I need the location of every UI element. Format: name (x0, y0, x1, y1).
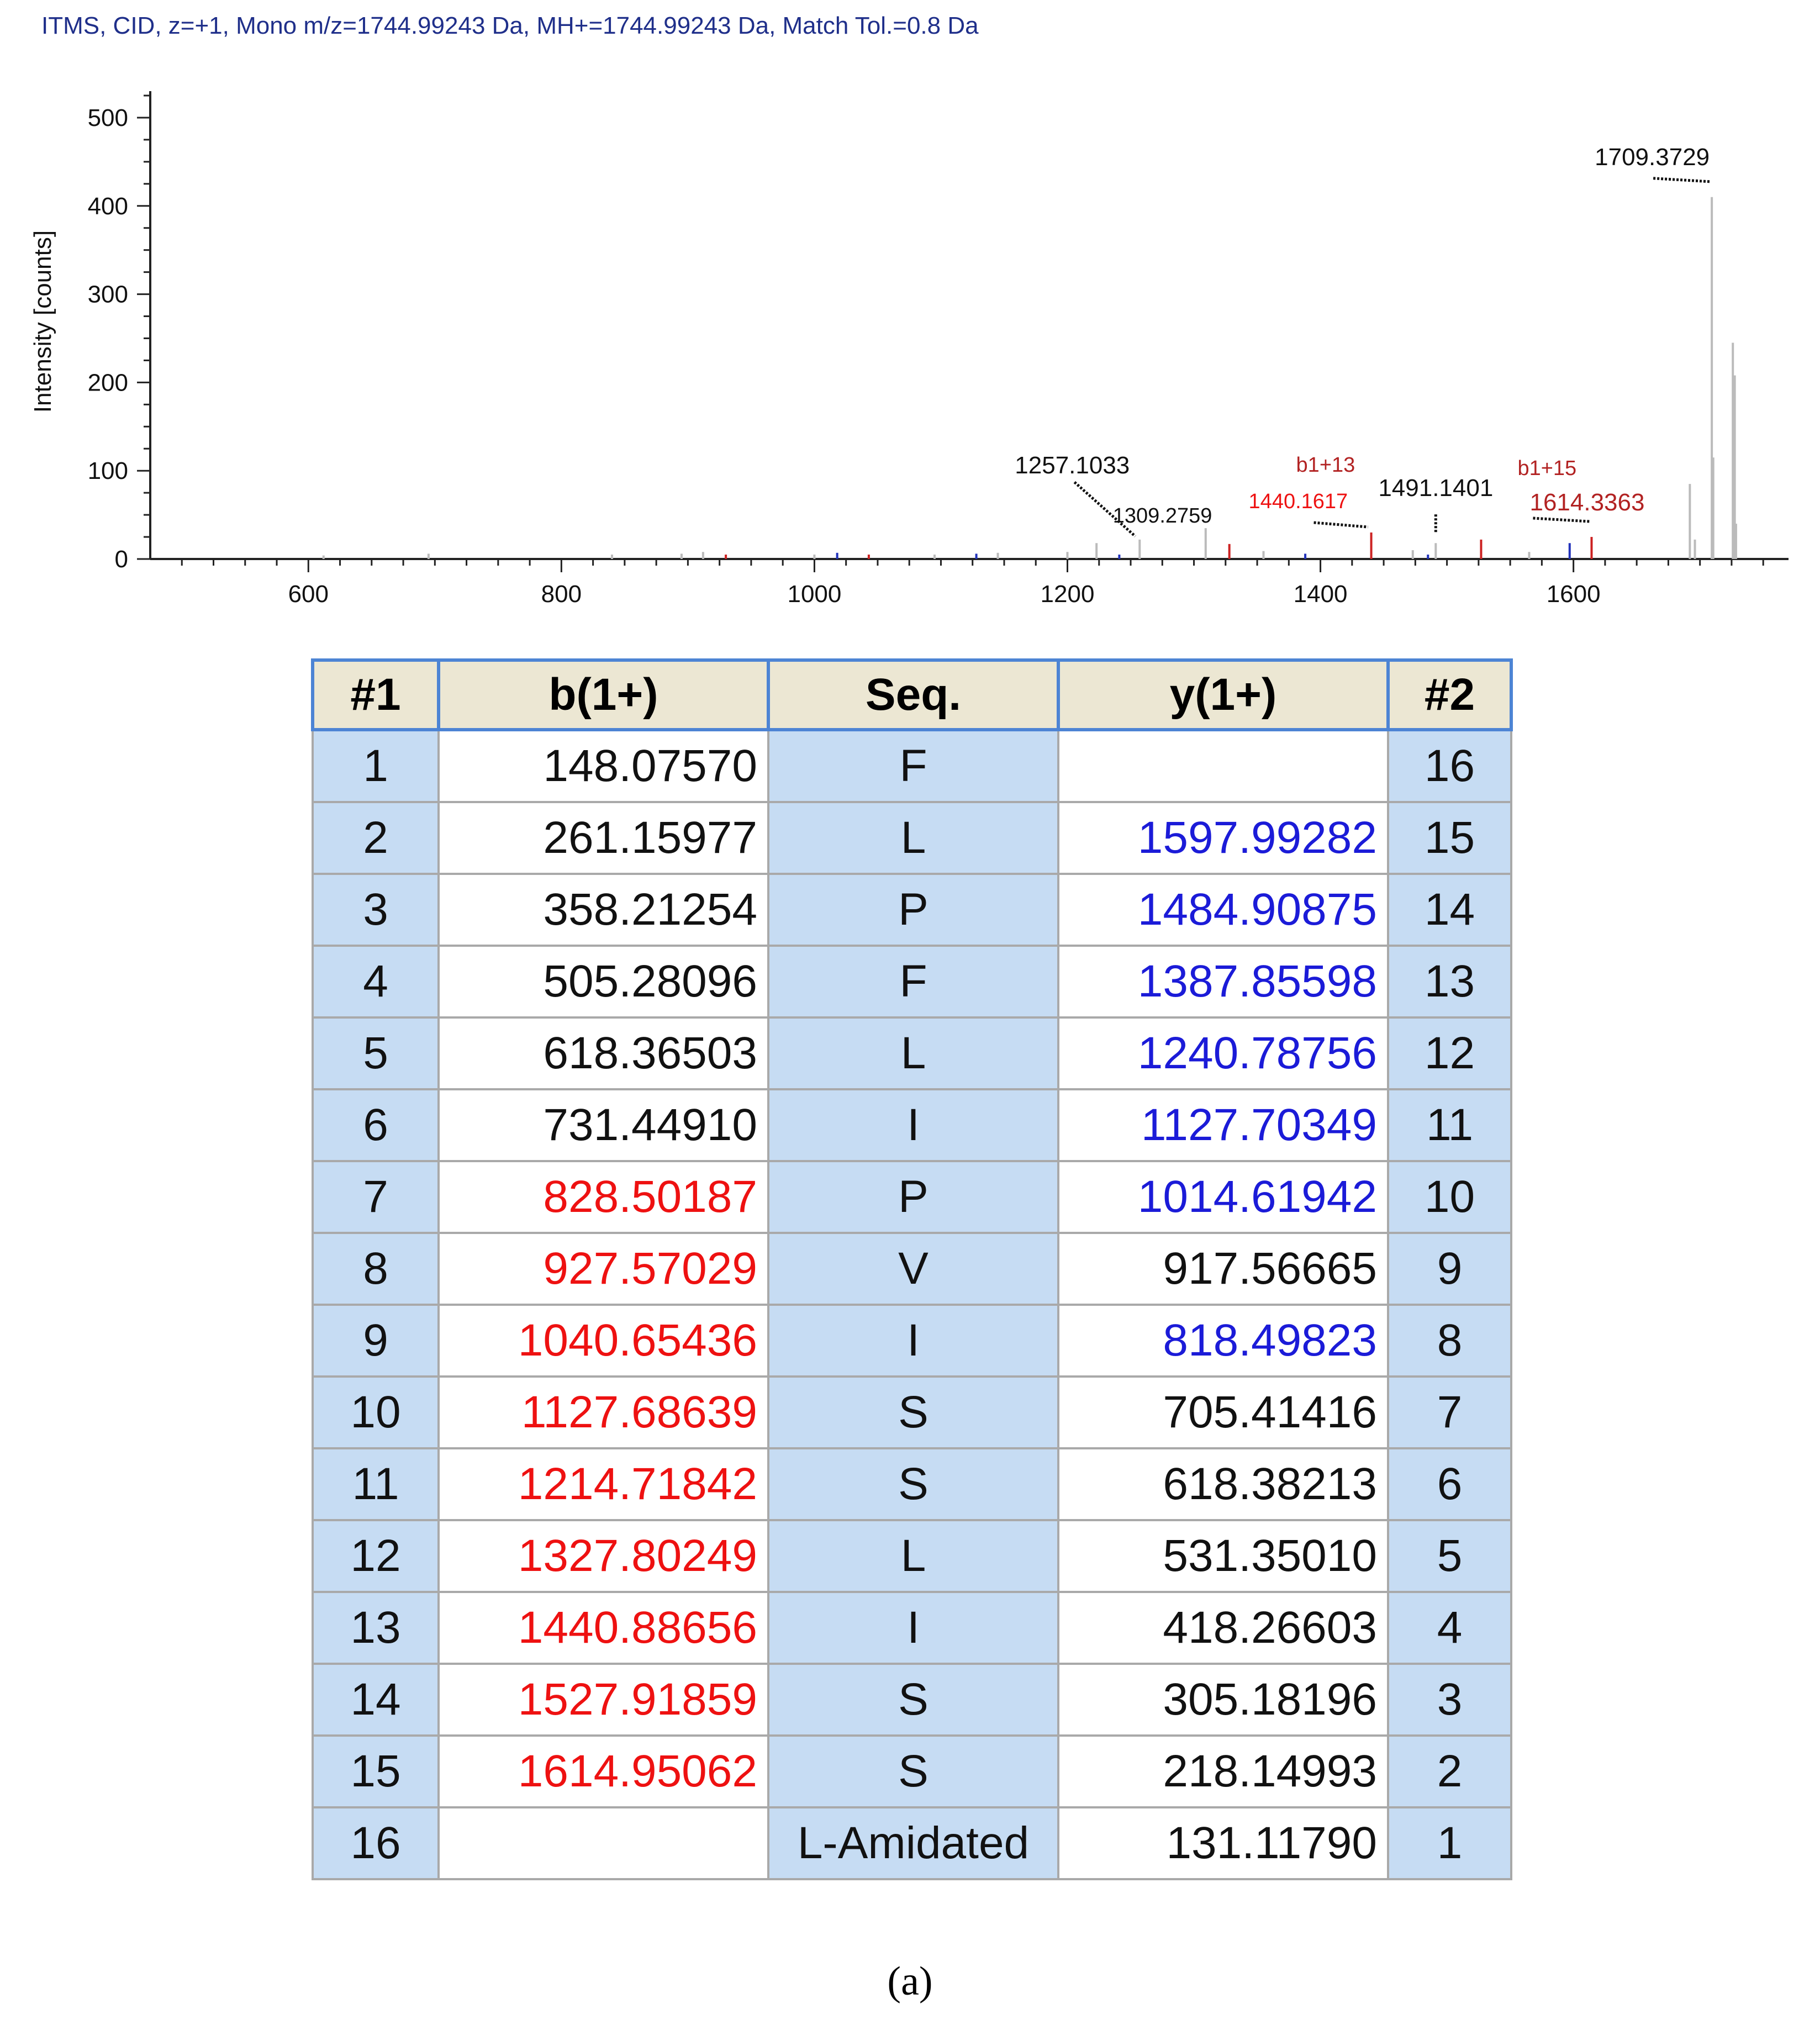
index-2-cell: 15 (1388, 802, 1511, 874)
index-2-cell: 10 (1388, 1161, 1511, 1233)
index-2-cell: 16 (1388, 730, 1511, 802)
label-leader (1314, 523, 1368, 527)
index-2-cell: 13 (1388, 946, 1511, 1017)
spectrum-chart (0, 0, 1820, 635)
table-row (313, 1161, 1511, 1233)
y-ion-cell: 1597.99282 (1058, 802, 1388, 874)
axes (88, 91, 1789, 608)
b-ion-cell: 1040.65436 (439, 1305, 768, 1377)
sequence-cell: P (768, 874, 1058, 946)
x-tick-label: 800 (541, 581, 582, 608)
y-tick-label: 200 (87, 369, 128, 397)
y-ion-cell: 1240.78756 (1058, 1017, 1388, 1089)
table-row (313, 730, 1511, 802)
y-ion-cell: 818.49823 (1058, 1305, 1388, 1377)
index-1-cell: 9 (313, 1305, 439, 1377)
y-ion-cell: 1014.61942 (1058, 1161, 1388, 1233)
y-ion-cell: 1127.70349 (1058, 1089, 1388, 1161)
x-tick-label: 1000 (787, 581, 842, 608)
index-1-cell: 10 (313, 1377, 439, 1448)
y-ion-cell: 418.26603 (1058, 1592, 1388, 1664)
y-ion-cell: 1484.90875 (1058, 874, 1388, 946)
sequence-cell: S (768, 1448, 1058, 1520)
index-1-cell: 7 (313, 1161, 439, 1233)
index-2-cell: 7 (1388, 1377, 1511, 1448)
y-ion-cell: 131.11790 (1058, 1807, 1388, 1879)
table-row (313, 1520, 1511, 1592)
index-2-cell: 8 (1388, 1305, 1511, 1377)
header-index-1: #1 (313, 660, 439, 730)
b-ion-cell: 1527.91859 (439, 1664, 768, 1736)
table-row (313, 1736, 1511, 1807)
table-row (313, 1592, 1511, 1664)
x-tick-label: 1600 (1546, 581, 1601, 608)
label-leader (1653, 178, 1710, 182)
header-b-ion: b(1+) (439, 660, 768, 730)
index-2-cell: 11 (1388, 1089, 1511, 1161)
index-2-cell: 6 (1388, 1448, 1511, 1520)
b-ion-cell: 1127.68639 (439, 1377, 768, 1448)
spectrum-title: ITMS, CID, z=+1, Mono m/z=1744.99243 Da, MH+=1744.99243 Da, Match Tol.=0.8 Da (41, 12, 979, 39)
sequence-cell: I (768, 1089, 1058, 1161)
index-1-cell: 13 (313, 1592, 439, 1664)
x-tick-label: 1400 (1293, 581, 1348, 608)
b-ion-cell: 731.44910 (439, 1089, 768, 1161)
peak-label: 1309.2759 (1112, 504, 1212, 528)
x-tick-label: 600 (288, 581, 329, 608)
peak-labels (1015, 144, 1710, 536)
peak-label: 1491.1401 (1378, 474, 1494, 502)
index-1-cell: 1 (313, 730, 439, 802)
table-header-row (313, 660, 1511, 730)
b-ion-cell: 927.57029 (439, 1233, 768, 1305)
b-ion-cell: 1214.71842 (439, 1448, 768, 1520)
index-2-cell: 14 (1388, 874, 1511, 946)
peaks (324, 197, 1736, 559)
table-row (313, 1089, 1511, 1161)
peak-label: 1257.1033 (1015, 451, 1130, 479)
table-row (313, 1305, 1511, 1377)
table-row (313, 802, 1511, 874)
table-row (313, 1233, 1511, 1305)
y-ion-cell: 218.14993 (1058, 1736, 1388, 1807)
peak-label: 1440.1617 (1248, 490, 1348, 514)
label-leader (1533, 518, 1589, 521)
b-ion-cell: 1327.80249 (439, 1520, 768, 1592)
table-row (313, 1017, 1511, 1089)
table-row (313, 874, 1511, 946)
peak-label: 1614.3363 (1529, 489, 1645, 516)
b-ion-cell (439, 1807, 768, 1879)
table-row (313, 1664, 1511, 1736)
table-row (313, 1377, 1511, 1448)
index-1-cell: 5 (313, 1017, 439, 1089)
sequence-cell: P (768, 1161, 1058, 1233)
sequence-cell: S (768, 1664, 1058, 1736)
y-ion-cell: 705.41416 (1058, 1377, 1388, 1448)
index-1-cell: 3 (313, 874, 439, 946)
y-ion-cell (1058, 730, 1388, 802)
index-1-cell: 6 (313, 1089, 439, 1161)
peak-label: b1+15 (1517, 457, 1577, 481)
b-ion-cell: 1614.95062 (439, 1736, 768, 1807)
index-2-cell: 1 (1388, 1807, 1511, 1879)
index-2-cell: 4 (1388, 1592, 1511, 1664)
b-ion-cell: 618.36503 (439, 1017, 768, 1089)
sequence-cell: L (768, 1520, 1058, 1592)
index-1-cell: 11 (313, 1448, 439, 1520)
y-tick-label: 0 (114, 546, 128, 573)
index-2-cell: 3 (1388, 1664, 1511, 1736)
y-tick-label: 100 (87, 457, 128, 485)
index-1-cell: 2 (313, 802, 439, 874)
index-2-cell: 2 (1388, 1736, 1511, 1807)
header-index-2: #2 (1388, 660, 1511, 730)
index-2-cell: 12 (1388, 1017, 1511, 1089)
header-sequence: Seq. (768, 660, 1058, 730)
y-tick-label: 400 (87, 192, 128, 220)
fragment-table (311, 658, 1513, 1880)
sequence-cell: S (768, 1736, 1058, 1807)
sequence-cell: F (768, 946, 1058, 1017)
y-tick-label: 500 (87, 104, 128, 131)
sequence-cell: I (768, 1305, 1058, 1377)
b-ion-cell: 261.15977 (439, 802, 768, 874)
index-1-cell: 14 (313, 1664, 439, 1736)
sequence-cell: L (768, 1017, 1058, 1089)
table-row (313, 946, 1511, 1017)
peak-label: b1+13 (1296, 453, 1355, 477)
header-y-ion: y(1+) (1058, 660, 1388, 730)
index-2-cell: 9 (1388, 1233, 1511, 1305)
y-ion-cell: 305.18196 (1058, 1664, 1388, 1736)
sequence-cell: S (768, 1377, 1058, 1448)
x-tick-label: 1200 (1040, 581, 1095, 608)
y-ion-cell: 618.38213 (1058, 1448, 1388, 1520)
sequence-cell: L-Amidated (768, 1807, 1058, 1879)
b-ion-cell: 148.07570 (439, 730, 768, 802)
b-ion-cell: 358.21254 (439, 874, 768, 946)
index-1-cell: 8 (313, 1233, 439, 1305)
sequence-cell: L (768, 802, 1058, 874)
sequence-cell: I (768, 1592, 1058, 1664)
index-1-cell: 4 (313, 946, 439, 1017)
index-1-cell: 16 (313, 1807, 439, 1879)
y-ion-cell: 917.56665 (1058, 1233, 1388, 1305)
table-row (313, 1448, 1511, 1520)
b-ion-cell: 505.28096 (439, 946, 768, 1017)
sequence-cell: V (768, 1233, 1058, 1305)
index-2-cell: 5 (1388, 1520, 1511, 1592)
sequence-cell: F (768, 730, 1058, 802)
index-1-cell: 12 (313, 1520, 439, 1592)
index-1-cell: 15 (313, 1736, 439, 1807)
y-ion-cell: 1387.85598 (1058, 946, 1388, 1017)
b-ion-cell: 828.50187 (439, 1161, 768, 1233)
y-tick-label: 300 (87, 281, 128, 308)
figure-caption: (a) (887, 1959, 933, 2004)
y-axis-label: Intensity [counts] (29, 230, 56, 413)
b-ion-cell: 1440.88656 (439, 1592, 768, 1664)
table-row (313, 1807, 1511, 1879)
y-ion-cell: 531.35010 (1058, 1520, 1388, 1592)
peak-label: 1709.3729 (1595, 143, 1710, 171)
